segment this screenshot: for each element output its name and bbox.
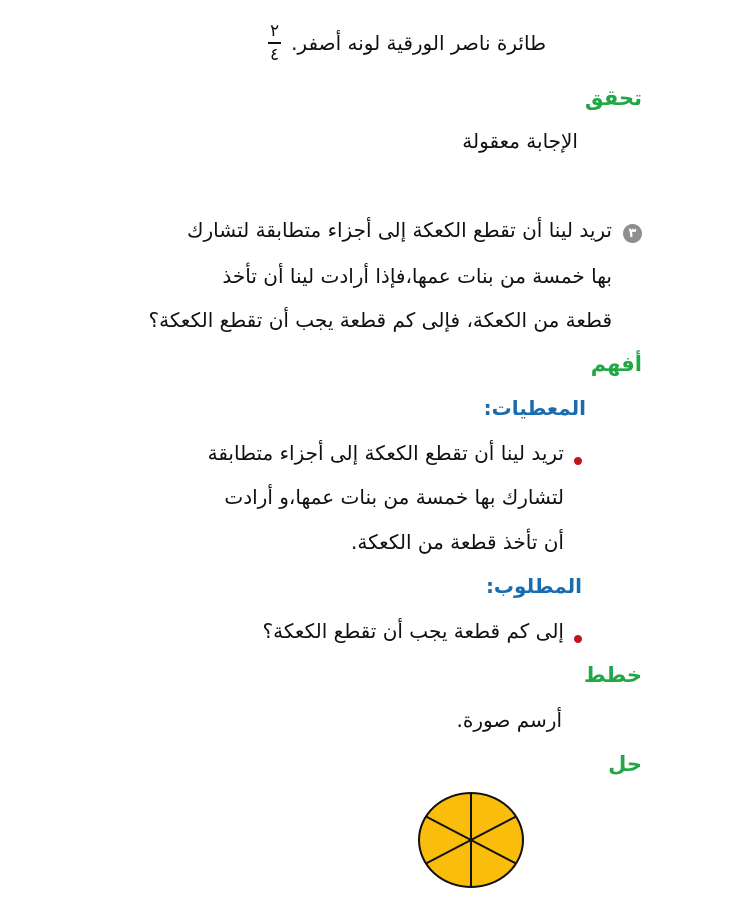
required-bullet — [574, 628, 582, 647]
required-heading: المطلوب: — [485, 574, 582, 598]
plan-heading: خطط — [583, 663, 642, 687]
fraction-two-quarters — [268, 22, 281, 64]
problem-line-2: بها خمسة من بنات عمها،فإذا أرادت لينا أن تأخذ — [222, 264, 612, 288]
fraction-bar — [268, 42, 281, 44]
problem-number-badge: ٣ — [623, 224, 642, 243]
bullet-icon — [574, 457, 582, 465]
given-line-2: لتشارك بها خمسة من بنات عمها،و أرادت — [224, 485, 564, 509]
problem-badge — [623, 222, 642, 243]
solve-heading: حل — [608, 752, 642, 776]
problem-line-3: قطعة من الكعكة، فإلى كم قطعة يجب أن تقطع الكعكة؟ — [148, 308, 612, 332]
given-line-1: تريد لينا أن تقطع الكعكة إلى أجزاء متطابقة — [207, 441, 564, 465]
required-line-1: إلى كم قطعة يجب أن تقطع الكعكة؟ — [262, 619, 564, 643]
given-line-3: أن تأخذ قطعة من الكعكة. — [351, 530, 564, 554]
check-text: الإجابة معقولة — [462, 129, 578, 153]
fraction-denominator: ٤ — [270, 44, 280, 65]
understand-heading: أفهم — [590, 352, 642, 376]
check-heading: تحقق — [584, 86, 642, 110]
intro-text: طائرة ناصر الورقية لونه أصفر. — [291, 30, 546, 55]
intro-line — [268, 22, 546, 64]
bullet-icon — [574, 635, 582, 643]
given-bullet — [574, 450, 582, 469]
problem-line-1: تريد لينا أن تقطع الكعكة إلى أجزاء متطابقة لتشارك — [187, 218, 612, 242]
cake-figure — [416, 790, 526, 890]
given-heading: المعطيات: — [483, 396, 586, 420]
fraction-numerator: ٢ — [270, 21, 280, 41]
plan-text: أرسم صورة. — [456, 708, 562, 732]
